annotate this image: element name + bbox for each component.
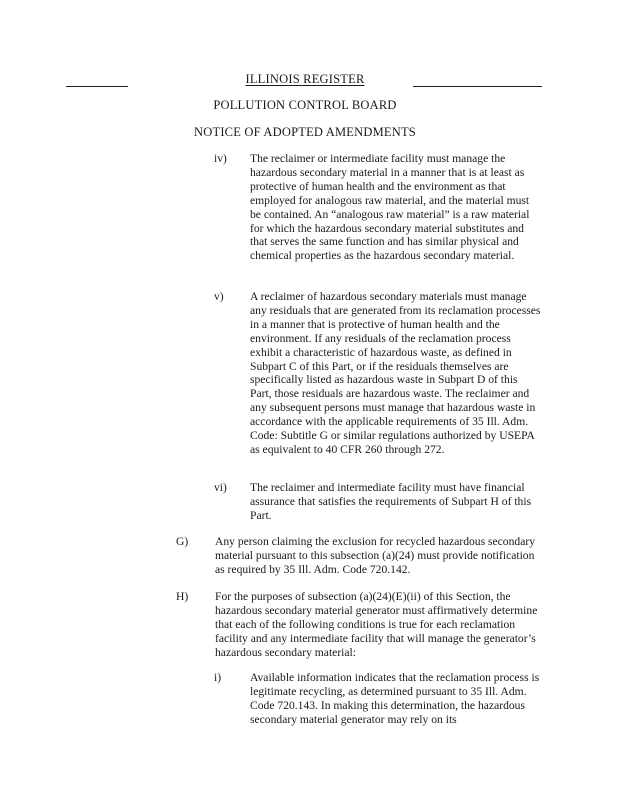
item-i-text: Available information indicates that the reclamation process is legitimate recycling, as determined pursuant to 35 Ill. Adm. Code 720.143. In making this determination, the hazardous secondary material generator may rely on its [250,671,540,726]
item-h-marker: H) [176,590,189,603]
item-vi-text: The reclaimer and intermediate facility must have financial assurance that satisfies the requirements of Subpart H of this Part. [250,481,532,522]
item-v-text: A reclaimer of hazardous secondary materials must manage any residuals that are generated from its reclamation processes in a manner that is protective of human health and the environment. If any residuals of the reclamation process exhibit a characteristic of hazardous waste, as defined in Subpart C of this Part, or if the residuals themselves are specifically listed as hazardous waste in Subpart D of this Part, those residuals are hazardous waste. The reclaimer and any subsequent persons must manage that hazardous waste in accordance with the applicable requirements of 35 Ill. Adm. Code: Subtitle G or similar regulations authorized by USEPA as equivalent to 40 CFR 260 through 272. [250,290,541,456]
item-iv-text: The reclaimer or intermediate facility must manage the hazardous secondary material in a manner that is at least as protective of human health and the environment as that employed for analogous raw material, and the material must be contained. An “analogous raw material” is a raw material for which the hazardous secondary material substitutes and that serves the same function and has similar physical and chemical properties as the hazardous secondary material. [250,152,530,263]
item-iv-marker: iv) [214,152,227,165]
register-title: ILLINOIS REGISTER [245,72,365,86]
notice-title: NOTICE OF ADOPTED AMENDMENTS [194,125,416,139]
item-v-marker: v) [214,290,224,303]
item-h-text: For the purposes of subsection (a)(24)(E)(ii) of this Section, the hazardous secondary material generator must affirmatively determine that each of the following conditions is true for each reclamation facility and any intermediate facility that will manage the generator’s hazardous secondary material: [215,590,538,659]
board-title: POLLUTION CONTROL BOARD [213,98,397,112]
item-vi-marker: vi) [214,481,227,494]
item-g-marker: G) [176,535,189,548]
item-i-marker: i) [214,671,222,684]
item-g-text: Any person claiming the exclusion for recycled hazardous secondary material pursuant to this subsection (a)(24) must provide notification as required by 35 Ill. Adm. Code 720.142. [215,535,535,576]
